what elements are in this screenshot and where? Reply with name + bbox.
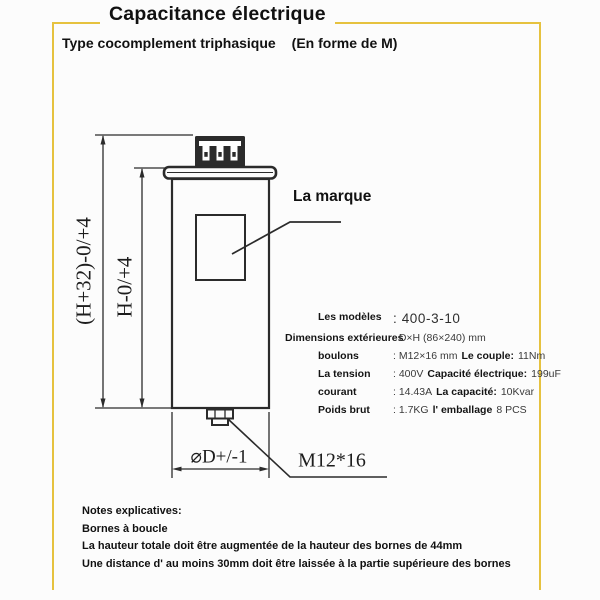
notes-heading: Notes explicatives: <box>82 505 182 517</box>
body-height-label: H-0/+4 <box>112 256 137 318</box>
subtitle-type: Type cocomplement triphasique <box>62 35 276 51</box>
spec-value: : 14.43A <box>393 386 433 398</box>
spec-label-2: Le couple: <box>461 350 514 362</box>
spec-label: La tension <box>318 368 371 380</box>
spec-row-tension <box>318 367 600 382</box>
spec-row-boulons <box>318 349 600 364</box>
page-subtitle <box>62 35 397 51</box>
page-title: Capacitance électrique <box>100 3 335 26</box>
diameter-label: ⌀D+/-1 <box>190 446 248 468</box>
spec-value: : M12×16 mm <box>393 350 458 362</box>
spec-value-2: 199uF <box>531 368 561 380</box>
spec-value: : 400V <box>393 368 424 380</box>
notes-block <box>82 503 511 573</box>
spec-label-2: Capacité électrique: <box>427 368 528 380</box>
spec-value: : 1.7KG <box>393 404 429 416</box>
spec-row-modeles <box>318 310 600 325</box>
note-line: Bornes à boucle <box>82 522 168 535</box>
total-height-label: (H+32)-0/+4 <box>71 217 96 325</box>
stud-size-label: M12*16 <box>298 449 366 472</box>
spec-label: Les modèles <box>318 311 382 323</box>
spec-row-dimensions <box>285 331 600 346</box>
spec-label: boulons <box>318 350 359 362</box>
note-line: La hauteur totale doit être augmentée de la hauteur des bornes de 44mm <box>82 540 463 552</box>
spec-value: : D×H (86×240) mm <box>393 332 486 344</box>
spec-label-2: l' emballage <box>432 404 493 416</box>
spec-row-courant <box>318 385 600 400</box>
note-line: Une distance d' au moins 30mm doit être laissée à la partie supérieure des bornes <box>82 557 511 570</box>
spec-value-2: 11Nm <box>518 350 546 362</box>
spec-label: courant <box>318 386 357 398</box>
spec-label-2: La capacité: <box>436 386 497 398</box>
spec-label: Poids brut <box>318 404 370 416</box>
spec-row-poids <box>318 403 600 418</box>
spec-value: : 400-3-10 <box>393 311 461 326</box>
spec-value-2: 10Kvar <box>500 386 535 398</box>
subtitle-forme: (En forme de M) <box>291 35 398 51</box>
spec-value-2: 8 PCS <box>496 404 527 416</box>
marque-label: La marque <box>293 188 372 205</box>
spec-label: Dimensions extérieures <box>285 332 404 344</box>
